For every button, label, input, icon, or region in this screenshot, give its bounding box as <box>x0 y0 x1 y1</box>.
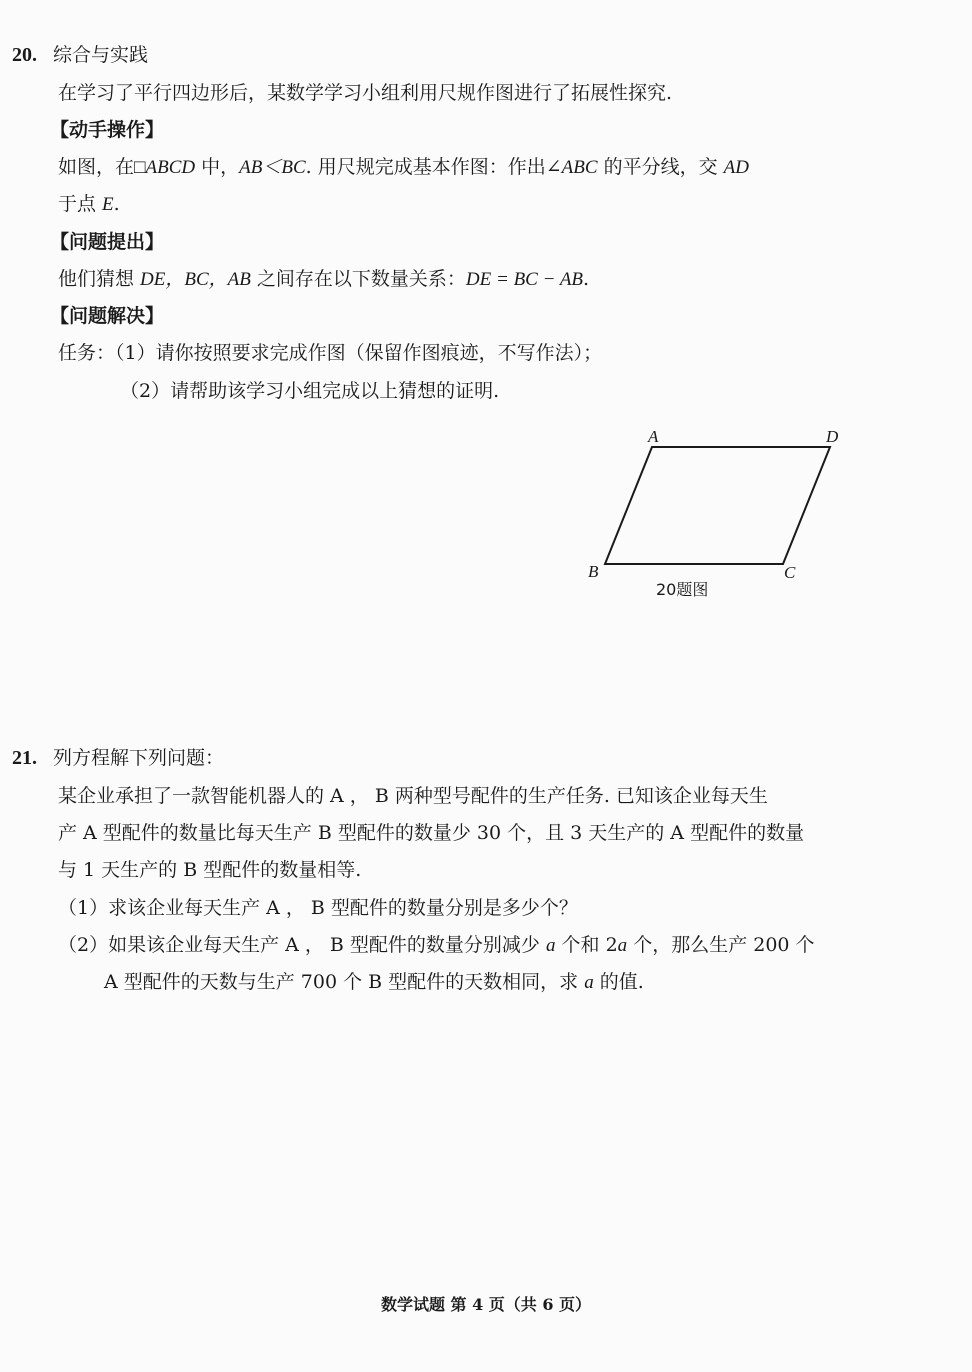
q21-part2-b: 个和 2 <box>555 934 618 956</box>
q20-guess-formula: DE = BC − AB <box>465 269 584 290</box>
q20-op-text-c: . 用尺规完成基本作图：作出 <box>305 156 546 178</box>
q21-title: 列方程解下列问题： <box>53 747 225 769</box>
q20-section-solution: 【问题解决】 <box>50 305 165 327</box>
q20-op-inequality: AB＜BC <box>239 157 306 178</box>
q21-line1: 某企业承担了一款智能机器人的 A ， B 两种型号配件的生产任务. 已知该企业每天生 <box>58 785 768 807</box>
parallelogram-abcd <box>605 447 830 564</box>
q20-task2: （2）请帮助该学习小组完成以上猜想的证明. <box>120 380 500 402</box>
q20-guess-b: 之间存在以下数量关系： <box>250 268 466 290</box>
q21-part1: （1）求该企业每天生产 A ， B 型配件的数量分别是多少个？ <box>58 897 578 919</box>
vertex-label-b: B <box>588 562 599 581</box>
q20-guess-a: 他们猜想 <box>58 268 141 290</box>
q21-number: 21. <box>12 747 37 769</box>
q20-op-text-d: 的平分线，交 <box>597 156 724 178</box>
q20-op-angle: ∠ABC <box>545 157 598 178</box>
q21-part3-var: a <box>584 972 594 993</box>
q20-op-ad: AD <box>723 157 749 178</box>
q20-op2-text-b: . <box>113 193 120 215</box>
q21-header <box>12 745 224 771</box>
page-footer: 数学试题 第 4 页（共 6 页） <box>380 1295 592 1314</box>
q20-header <box>12 42 148 68</box>
q21-part2-a: （2）如果该企业每天生产 A ， B 型配件的数量分别减少 <box>58 934 546 956</box>
vertex-label-a: A <box>648 427 659 446</box>
figure-caption: 20题图 <box>656 580 709 599</box>
q21-part2-var1: a <box>545 935 556 956</box>
q21-part2-var2: a <box>617 935 628 956</box>
q21-part2-c: 个，那么生产 200 个 <box>627 934 815 956</box>
q20-operation-line1 <box>58 154 749 181</box>
q20-op-shape: □ABCD <box>134 157 196 178</box>
q20-guess-c: . <box>583 268 590 290</box>
q20-op-text-b: 中， <box>195 156 240 178</box>
q20-section-question: 【问题提出】 <box>50 231 165 253</box>
q21-part2-cont <box>104 969 644 996</box>
vertex-label-c: C <box>784 563 796 582</box>
q20-number: 20. <box>12 44 37 66</box>
q20-op2-text-a: 于点 <box>58 193 103 215</box>
q21-part3-a: A 型配件的天数与生产 700 个 B 型配件的天数相同，求 <box>104 971 585 993</box>
q21-part3-b: 的值. <box>593 971 644 993</box>
q21-line3: 与 1 天生产的 B 型配件的数量相等. <box>58 859 362 881</box>
q20-op2-point: E <box>102 194 114 215</box>
q20-title: 综合与实践 <box>53 44 149 66</box>
q21-part2 <box>58 932 815 959</box>
q21-line2: 产 A 型配件的数量比每天生产 B 型配件的数量少 30 个，且 3 天生产的 A 型配件的数量 <box>58 822 805 844</box>
q20-guess <box>58 266 589 293</box>
q20-task1: 任务：（1）请你按照要求完成作图（保留作图痕迹，不写作法）； <box>58 342 603 364</box>
q20-intro: 在学习了平行四边形后，某数学学习小组利用尺规作图进行了拓展性探究. <box>58 82 673 104</box>
q20-op-text-a: 如图，在 <box>58 156 135 178</box>
q20-section-operation: 【动手操作】 <box>50 119 165 141</box>
vertex-label-d: D <box>826 427 839 446</box>
q20-operation-line2 <box>58 191 120 218</box>
parallelogram-figure <box>580 420 860 620</box>
q20-guess-vars: DE，BC，AB <box>140 269 251 290</box>
